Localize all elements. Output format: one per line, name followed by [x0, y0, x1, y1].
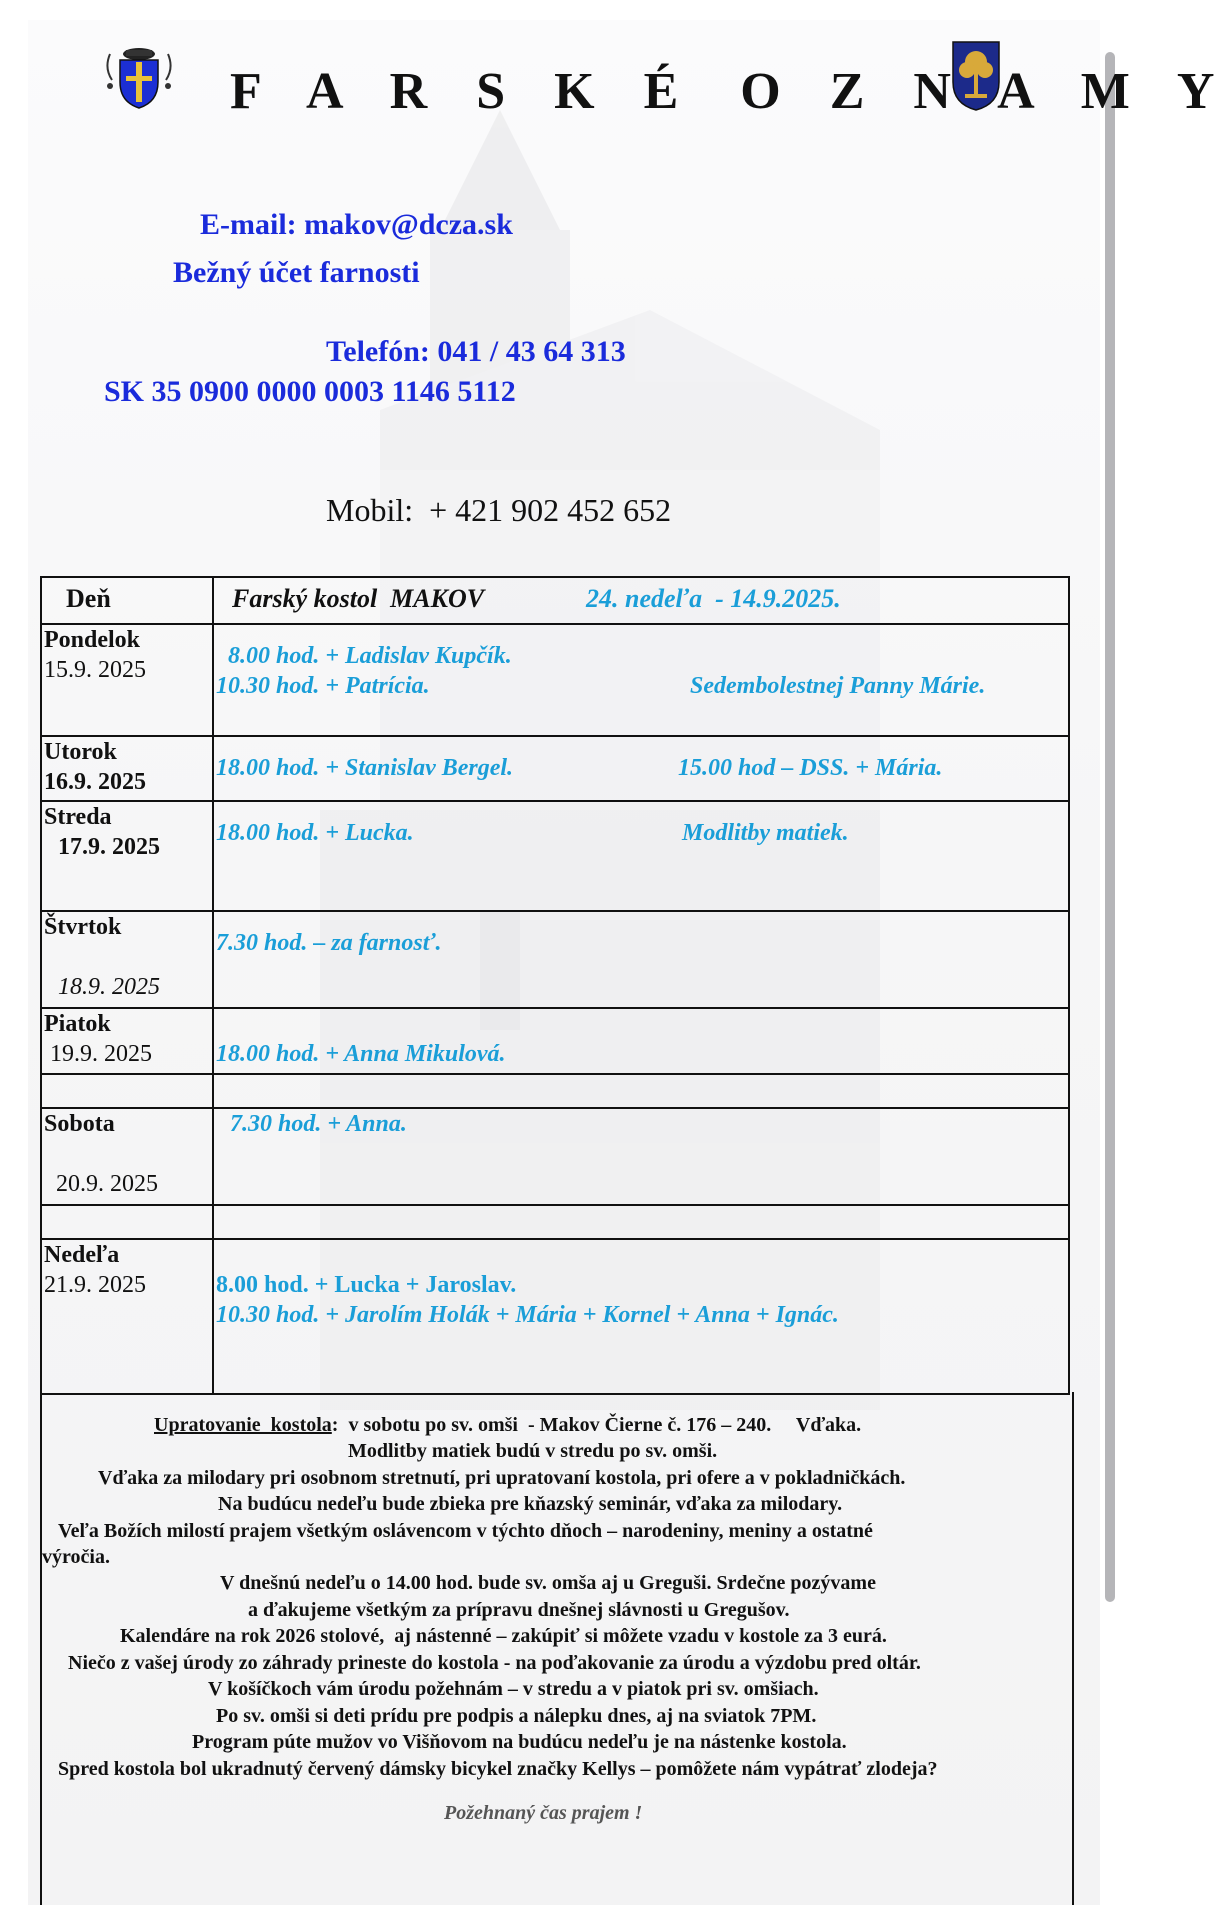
- header-day-label: Deň: [66, 584, 111, 613]
- info-cell-saturday: [213, 1108, 1069, 1205]
- announcements-section: [40, 1392, 1074, 1905]
- day-date: 18.9. 2025: [58, 974, 160, 1000]
- title-left: F A R S K É: [230, 63, 697, 120]
- mobile-number: Mobil: + 421 902 452 652: [326, 492, 672, 528]
- announcement-line: výročia.: [42, 1546, 110, 1568]
- day-date: 17.9. 2025: [58, 834, 160, 860]
- info-cell-monday: [213, 624, 1069, 736]
- scrollbar[interactable]: [1105, 52, 1115, 1602]
- phone-number: Telefón: 041 / 43 64 313: [326, 335, 626, 368]
- day-name: Pondelok: [44, 627, 141, 653]
- announcement-line: Spred kostola bol ukradnutý červený dámsky bicykel značky Kellys – pomôžete nám vypátrať zlodeja?: [58, 1758, 938, 1780]
- announcement-line: Kalendáre na rok 2026 stolové, aj nástenné – zakúpiť si môžete vzadu v kostole za 3 eurá.: [120, 1625, 887, 1647]
- day-name: Sobota: [44, 1111, 115, 1137]
- announcement-line: V košíčkoch vám úrodu požehnám – v stredu a v piatok pri sv. omšiach.: [208, 1678, 819, 1700]
- day-date: 19.9. 2025: [50, 1041, 152, 1067]
- closing-wish: Požehnaný čas prajem !: [444, 1802, 643, 1824]
- page-title: [230, 62, 1232, 121]
- sunday-label: 24. nedeľa - 14.9.2025.: [586, 584, 841, 613]
- table-row: [41, 1008, 1069, 1074]
- announcement-line: Program púte mužov vo Višňovom na budúcu nedeľu je na nástenke kostola.: [192, 1731, 847, 1753]
- announcement-line: a ďakujeme všetkým za prípravu dnešnej slávnosti u Gregušov.: [248, 1599, 790, 1621]
- iban-number: SK 35 0900 0000 0003 1146 5112: [104, 375, 516, 408]
- info-cell-tuesday: [213, 736, 1069, 801]
- cleaning-label: Upratovanie kostola: [154, 1414, 332, 1436]
- mass-line: 18.00 hod. + Stanislav Bergel.: [216, 755, 514, 781]
- day-cell-saturday: [41, 1108, 213, 1205]
- table-spacer-row: [41, 1074, 1069, 1108]
- table-row: [41, 624, 1069, 736]
- day-name: Utorok: [44, 739, 117, 765]
- info-cell-thursday: [213, 911, 1069, 1008]
- table-spacer-row: [41, 1205, 1069, 1239]
- info-cell-friday: [213, 1008, 1069, 1074]
- day-name: Piatok: [44, 1011, 111, 1037]
- announcement-line: Vďaka za milodary pri osobnom stretnutí, pri upratovaní kostola, pri ofere a v pokladničkách.: [98, 1467, 906, 1489]
- episcopal-coat-of-arms-icon: [104, 42, 174, 108]
- mass-line: 8.00 hod. + Ladislav Kupčík.: [228, 643, 512, 669]
- announcement-line: Niečo z vašej úrody zo záhrady prineste do kostola - na poďakovanie za úrodu a výzdobu pred oltár.: [68, 1652, 921, 1674]
- announcement-line: Na budúcu nedeľu bude zbieka pre kňazský seminár, vďaka za milodary.: [218, 1493, 843, 1515]
- mass-line: 18.00 hod. + Lucka.: [216, 820, 414, 846]
- day-cell-friday: [41, 1008, 213, 1074]
- day-cell-thursday: [41, 911, 213, 1008]
- extra-note: 15.00 hod – DSS. + Mária.: [678, 755, 943, 781]
- table-row: [41, 1108, 1069, 1205]
- info-cell-wednesday: [213, 801, 1069, 911]
- cleaning-announcement: [154, 1412, 861, 1439]
- mass-line: 18.00 hod. + Anna Mikulová.: [216, 1041, 506, 1067]
- mass-line: 7.30 hod. + Anna.: [230, 1111, 407, 1137]
- day-date: 16.9. 2025: [44, 769, 146, 795]
- mass-line: 10.30 hod. + Patrícia.: [216, 673, 430, 699]
- account-label: Bežný účet farnosti: [173, 256, 420, 289]
- table-row: [41, 736, 1069, 801]
- mass-line: 8.00 hod. + Lucka + Jaroslav.: [216, 1272, 517, 1298]
- header-day-cell: [41, 577, 213, 624]
- feast-note: Sedembolestnej Panny Márie.: [690, 673, 986, 699]
- email-address: E-mail: makov@dcza.sk: [200, 208, 513, 241]
- announcement-line: Veľa Božích milostí prajem všetkým oslávencom v týchto dňoch – narodeniny, meniny a ostatné: [58, 1520, 873, 1542]
- mass-schedule-table: [40, 576, 1070, 1395]
- table-row: [41, 1239, 1069, 1394]
- mass-line: 10.30 hod. + Jarolím Holák + Mária + Kornel + Anna + Ignác.: [216, 1302, 839, 1328]
- day-date: 20.9. 2025: [56, 1171, 158, 1197]
- extra-note: Modlitby matiek.: [682, 820, 849, 846]
- table-row: [41, 911, 1069, 1008]
- announcement-line: Modlitby matiek budú v stredu po sv. omši.: [348, 1440, 718, 1462]
- day-cell-monday: [41, 624, 213, 736]
- table-row: [41, 801, 1069, 911]
- title-right: O Z N A M Y: [740, 63, 1232, 120]
- church-name: Farský kostol MAKOV: [232, 584, 485, 613]
- day-cell-tuesday: [41, 736, 213, 801]
- day-cell-sunday: [41, 1239, 213, 1394]
- announcement-line: Po sv. omši si deti prídu pre podpis a nálepku dnes, aj na sviatok 7PM.: [216, 1705, 817, 1727]
- day-date: 21.9. 2025: [44, 1272, 146, 1298]
- day-date: 15.9. 2025: [44, 657, 146, 683]
- cleaning-text: : v sobotu po sv. omši - Makov Čierne č. 176 – 240. Vďaka.: [331, 1414, 862, 1436]
- day-cell-wednesday: [41, 801, 213, 911]
- info-cell-sunday: [213, 1239, 1069, 1394]
- day-name: Nedeľa: [44, 1242, 120, 1268]
- header-info-cell: [213, 577, 1069, 624]
- announcement-line: V dnešnú nedeľu o 14.00 hod. bude sv. omša aj u Greguši. Srdečne pozývame: [220, 1572, 876, 1594]
- mass-line: 7.30 hod. – za farnosť.: [216, 930, 442, 956]
- table-header-row: [41, 577, 1069, 624]
- day-name: Streda: [44, 804, 112, 830]
- day-name: Štvrtok: [44, 914, 122, 940]
